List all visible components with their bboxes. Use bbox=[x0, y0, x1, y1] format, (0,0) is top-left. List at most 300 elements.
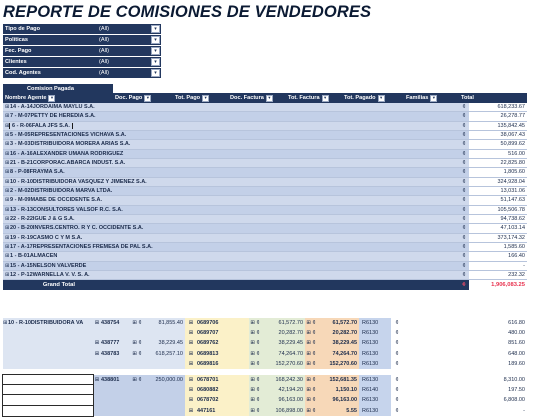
expand-plus-icon[interactable] bbox=[131, 395, 143, 405]
tot-factura: 152,270.60 bbox=[261, 359, 305, 369]
agent-name[interactable] bbox=[3, 244, 193, 250]
currency-symbol: ¢ bbox=[391, 406, 403, 416]
detail-row[interactable] bbox=[3, 395, 527, 405]
expand-plus-icon[interactable]: ⊞ ¢ bbox=[305, 395, 317, 405]
column-header-tot-factura[interactable]: Tot. Factura ▾ bbox=[286, 93, 342, 103]
detail-row[interactable] bbox=[3, 338, 527, 348]
filter-value[interactable]: (All) bbox=[99, 37, 109, 44]
report-title: REPORTE DE COMISIONES DE VENDEDORES bbox=[3, 3, 372, 21]
doc-factura[interactable]: 0689762 bbox=[197, 338, 249, 348]
expand-plus-icon[interactable] bbox=[93, 385, 101, 395]
familia[interactable]: R6130 bbox=[359, 318, 391, 328]
expand-plus-icon[interactable] bbox=[93, 328, 101, 338]
agent-name[interactable] bbox=[3, 263, 193, 269]
agent-name-text: 21 - B-21CORPORAC.ABARCA INDUST. S.A. bbox=[10, 160, 126, 167]
agent-name-text: 17 - A-17REPRESENTACIONES FREMESA DE PAL S.A. bbox=[10, 244, 153, 251]
tot-pagado: 96,163.00 bbox=[317, 395, 359, 405]
currency-symbol: ¢ bbox=[391, 359, 403, 369]
familia[interactable]: R6130 bbox=[359, 359, 391, 369]
detail-agent[interactable]: ⊞ 10 - R-10DISTRIBUIDORA VA bbox=[3, 320, 84, 327]
doc-pago[interactable]: 438801 bbox=[101, 377, 120, 384]
doc-pago[interactable] bbox=[101, 406, 131, 416]
expand-plus-icon[interactable]: ⊞ bbox=[5, 234, 10, 241]
currency-symbol: ¢ bbox=[462, 282, 466, 289]
tot-factura: 168,242.30 bbox=[261, 375, 305, 385]
currency-symbol: ¢ bbox=[462, 113, 466, 120]
agent-row[interactable] bbox=[3, 271, 527, 280]
detail-agent[interactable] bbox=[3, 328, 93, 338]
familia[interactable]: R6130 bbox=[359, 395, 391, 405]
expand-plus-icon[interactable]: ⊞ ¢ bbox=[249, 406, 261, 416]
filter-value[interactable]: (All) bbox=[99, 48, 109, 55]
agent-name[interactable] bbox=[3, 272, 193, 278]
dropdown-arrow-icon[interactable]: ▾ bbox=[151, 25, 160, 33]
detail-total: 851.60 bbox=[403, 338, 527, 348]
filter-row bbox=[3, 46, 161, 56]
expand-plus-icon[interactable] bbox=[93, 359, 101, 369]
expand-plus-icon[interactable]: ⊞ ¢ bbox=[249, 318, 261, 328]
detail-row[interactable] bbox=[3, 359, 527, 369]
tot-pago: 38,229.45 bbox=[158, 340, 183, 347]
tot-pagado: 1,150.10 bbox=[317, 385, 359, 395]
row-filler bbox=[193, 159, 459, 167]
expand-plus-icon[interactable] bbox=[131, 385, 143, 395]
expand-plus-icon[interactable]: ⊞ ¢ bbox=[249, 349, 261, 359]
agent-total: 1,585.60 bbox=[469, 243, 527, 251]
doc-pago[interactable]: 438754 bbox=[101, 320, 120, 327]
agent-row[interactable] bbox=[3, 234, 527, 243]
tot-pagado: 61,572.70 bbox=[317, 318, 359, 328]
agent-name[interactable] bbox=[3, 225, 193, 231]
agent-total: 22,825.80 bbox=[469, 159, 527, 167]
grand-total-value: 1,906,083.25 bbox=[469, 280, 527, 290]
detail-agent[interactable] bbox=[3, 385, 93, 395]
currency-symbol: ¢ bbox=[462, 141, 466, 148]
dropdown-arrow-icon[interactable]: ▾ bbox=[144, 95, 151, 102]
expand-plus-icon[interactable]: ⊞ bbox=[5, 244, 10, 251]
column-header-row bbox=[3, 93, 527, 103]
expand-plus-icon[interactable] bbox=[131, 359, 143, 369]
expand-plus-icon[interactable]: ⊞ bbox=[185, 349, 197, 359]
tot-pago: 81,855.40 bbox=[158, 320, 183, 327]
expand-plus-icon[interactable]: ⊞ bbox=[5, 160, 10, 167]
agent-name-text: 12 - P-12WARNELLA V. V. S. A. bbox=[10, 272, 90, 279]
agent-total: 105,506.78 bbox=[469, 206, 527, 214]
agent-total: - bbox=[469, 262, 527, 270]
agent-name[interactable] bbox=[3, 169, 193, 175]
filter-label: Políticas bbox=[5, 37, 29, 44]
grand-total-row bbox=[3, 280, 527, 290]
filter-label: Fec. Pago bbox=[5, 48, 32, 55]
expand-plus-icon[interactable]: ⊞ bbox=[5, 122, 10, 129]
expand-plus-icon[interactable]: ⊞ ¢ bbox=[305, 338, 317, 348]
expand-plus-icon[interactable]: ⊞ ¢ bbox=[249, 359, 261, 369]
agent-name[interactable] bbox=[3, 179, 193, 185]
doc-factura[interactable]: 0689707 bbox=[197, 328, 249, 338]
detail-total: 480.00 bbox=[403, 328, 527, 338]
expand-plus-icon[interactable]: ⊞ bbox=[185, 395, 197, 405]
detail-row[interactable] bbox=[3, 328, 527, 338]
expand-plus-icon[interactable]: ⊞ bbox=[94, 320, 100, 327]
expand-plus-icon[interactable]: ⊞ bbox=[185, 406, 197, 416]
agent-name-text: 13 - R-13CONSULTORES VALSOF R.C. S.A. bbox=[10, 206, 123, 213]
column-header-total: Total bbox=[461, 95, 474, 101]
agent-name-text: 8 - P-08FRAYMA S.A. bbox=[10, 169, 65, 176]
currency-symbol: ¢ bbox=[462, 272, 466, 279]
expand-plus-icon[interactable]: ⊞ ¢ bbox=[249, 338, 261, 348]
row-filler bbox=[193, 150, 459, 158]
dropdown-arrow-icon[interactable]: ▾ bbox=[202, 95, 209, 102]
expand-plus-icon[interactable]: ⊞ ¢ bbox=[132, 340, 142, 347]
doc-factura[interactable]: 0678702 bbox=[197, 395, 249, 405]
expand-plus-icon[interactable]: ⊞ bbox=[185, 385, 197, 395]
agent-name[interactable] bbox=[3, 216, 193, 222]
expand-plus-icon[interactable]: ⊞ bbox=[185, 338, 197, 348]
doc-pago[interactable] bbox=[101, 328, 131, 338]
expand-plus-icon[interactable]: ⊞ bbox=[94, 340, 100, 347]
filter-value[interactable]: (All) bbox=[99, 59, 109, 66]
tot-pagado: 152,270.60 bbox=[317, 359, 359, 369]
agent-name-text: 3 - M-03DISTRIBUIDORA MORERA ARIAS S.A. bbox=[10, 141, 131, 148]
currency-symbol: ¢ bbox=[391, 328, 403, 338]
detail-agent[interactable] bbox=[3, 349, 93, 359]
currency-symbol: ¢ bbox=[391, 349, 403, 359]
agent-name-text: 1 - B-01ALMACEN bbox=[10, 253, 58, 260]
row-filler bbox=[193, 262, 459, 270]
expand-plus-icon[interactable]: ⊞ bbox=[5, 132, 10, 139]
currency-symbol: ¢ bbox=[462, 225, 466, 232]
agent-row[interactable] bbox=[3, 243, 527, 252]
expand-plus-icon[interactable]: ⊞ ¢ bbox=[249, 385, 261, 395]
column-header-familias[interactable]: Familias ▾ bbox=[404, 93, 459, 103]
agent-total: 324,928.04 bbox=[469, 178, 527, 186]
agent-row[interactable] bbox=[3, 140, 527, 149]
currency-symbol: ¢ bbox=[391, 338, 403, 348]
expand-plus-icon[interactable] bbox=[93, 395, 101, 405]
agent-name-text: 9 - M-09MABE DE OCCIDENTE S.A. bbox=[10, 197, 102, 204]
expand-plus-icon[interactable]: ⊞ ¢ bbox=[132, 320, 142, 327]
agent-row[interactable] bbox=[3, 187, 527, 196]
agent-name[interactable] bbox=[3, 207, 193, 213]
agent-row[interactable] bbox=[3, 159, 527, 168]
dropdown-arrow-icon[interactable]: ▾ bbox=[378, 95, 385, 102]
detail-agent[interactable] bbox=[3, 338, 93, 348]
doc-pago[interactable]: 438783 bbox=[101, 350, 120, 357]
tot-pago bbox=[143, 406, 185, 416]
expand-plus-icon[interactable]: ⊞ bbox=[5, 113, 10, 120]
expand-plus-icon[interactable]: ⊞ bbox=[5, 253, 10, 260]
agent-row[interactable] bbox=[3, 215, 527, 224]
detail-agent[interactable] bbox=[3, 359, 93, 369]
doc-pago[interactable] bbox=[101, 385, 131, 395]
agent-name-text: 22 - R-22IGUE J & G S.A. bbox=[10, 216, 75, 223]
agent-total: 166.40 bbox=[469, 252, 527, 260]
familia[interactable]: R6130 bbox=[359, 328, 391, 338]
dropdown-arrow-icon[interactable]: ▾ bbox=[48, 95, 55, 102]
agent-name-text: 14 - A-14JORDAIMA MAYLU S.A. bbox=[10, 104, 95, 111]
row-filler bbox=[193, 103, 459, 111]
expand-plus-icon[interactable]: ⊞ ¢ bbox=[132, 377, 142, 384]
tot-pago: 250,000.00 bbox=[155, 377, 183, 384]
dropdown-arrow-icon[interactable]: ▾ bbox=[266, 95, 273, 102]
expand-plus-icon[interactable]: ⊞ ¢ bbox=[249, 395, 261, 405]
tot-factura: 42,194.20 bbox=[261, 385, 305, 395]
currency-symbol: ¢ bbox=[462, 206, 466, 213]
familia[interactable]: R6140 bbox=[359, 385, 391, 395]
column-header-doc-pago[interactable]: Doc. Pago ▾ bbox=[113, 93, 173, 103]
currency-symbol: ¢ bbox=[462, 132, 466, 139]
expand-plus-icon[interactable]: ⊞ bbox=[5, 206, 10, 213]
doc-factura[interactable]: 0689706 bbox=[197, 318, 249, 328]
agent-row[interactable] bbox=[3, 103, 527, 112]
agent-name-text: 15 - A-15NELSON VALVERDE bbox=[10, 262, 87, 269]
expand-plus-icon[interactable] bbox=[131, 406, 143, 416]
row-filler bbox=[193, 252, 459, 260]
currency-symbol: ¢ bbox=[462, 253, 466, 260]
doc-factura[interactable]: 0689813 bbox=[197, 349, 249, 359]
filter-label: Cod. Agentes bbox=[5, 70, 41, 77]
currency-symbol: ¢ bbox=[391, 375, 403, 385]
dropdown-arrow-icon[interactable]: ▾ bbox=[151, 47, 160, 55]
row-filler bbox=[193, 140, 459, 148]
expand-plus-icon[interactable]: ⊞ ¢ bbox=[305, 328, 317, 338]
detail-row[interactable] bbox=[3, 385, 527, 395]
agent-row[interactable] bbox=[3, 112, 527, 121]
tot-factura: 74,264.70 bbox=[261, 349, 305, 359]
tot-factura: 96,163.00 bbox=[261, 395, 305, 405]
tot-pago bbox=[143, 395, 185, 405]
familia[interactable]: R6130 bbox=[359, 338, 391, 348]
currency-symbol: ¢ bbox=[462, 188, 466, 195]
column-header-doc-factura[interactable]: Doc. Factura ▾ bbox=[228, 93, 286, 103]
currency-symbol: ¢ bbox=[462, 197, 466, 204]
expand-plus-icon[interactable]: ⊞ bbox=[5, 262, 10, 269]
tot-factura: 106,898.00 bbox=[261, 406, 305, 416]
detail-total: 197.50 bbox=[403, 385, 527, 395]
row-filler bbox=[193, 122, 459, 130]
agent-name[interactable] bbox=[3, 188, 193, 194]
agent-name[interactable] bbox=[3, 104, 193, 110]
agent-total: 373,174.32 bbox=[469, 234, 527, 242]
tot-pagado: 20,282.70 bbox=[317, 328, 359, 338]
expand-plus-icon[interactable]: ⊞ ¢ bbox=[305, 375, 317, 385]
row-filler bbox=[193, 215, 459, 223]
agent-total: 94,738.62 bbox=[469, 215, 527, 223]
detail-table bbox=[3, 318, 527, 416]
doc-pago[interactable] bbox=[101, 395, 131, 405]
expand-plus-icon[interactable]: ⊞ ¢ bbox=[305, 318, 317, 328]
agent-total: 618,233.67 bbox=[469, 103, 527, 111]
tot-factura: 61,572.70 bbox=[261, 318, 305, 328]
expand-plus-icon[interactable]: ⊞ bbox=[5, 141, 10, 148]
agent-name[interactable] bbox=[3, 151, 193, 157]
expand-plus-icon[interactable]: ⊞ ¢ bbox=[249, 375, 261, 385]
dropdown-arrow-icon[interactable]: ▾ bbox=[151, 69, 160, 77]
agent-total: 516.00 bbox=[469, 150, 527, 158]
agent-total: 232.32 bbox=[469, 271, 527, 279]
expand-plus-icon[interactable]: ⊞ bbox=[5, 150, 10, 157]
detail-row[interactable] bbox=[3, 318, 527, 328]
expand-plus-icon[interactable]: ⊞ bbox=[3, 320, 8, 327]
tot-factura: 20,282.70 bbox=[261, 328, 305, 338]
filter-label: Clientes bbox=[5, 59, 27, 66]
agent-name-text: 19 - R-19CASMO C Y M S.A. bbox=[10, 234, 83, 241]
filter-row bbox=[3, 35, 161, 45]
agent-row[interactable] bbox=[3, 168, 527, 177]
detail-total: 189.60 bbox=[403, 359, 527, 369]
expand-plus-icon[interactable]: ⊞ bbox=[5, 188, 10, 195]
agent-name-text: 16 - A-16ALEXANDER UMAÑA RODRIGUEZ bbox=[10, 150, 124, 157]
agent-name[interactable] bbox=[3, 197, 193, 203]
pivot-table bbox=[3, 84, 527, 290]
detail-total: - bbox=[403, 406, 527, 416]
row-filler bbox=[193, 271, 459, 279]
expand-plus-icon[interactable]: ⊞ ¢ bbox=[305, 359, 317, 369]
doc-factura[interactable]: 0689816 bbox=[197, 359, 249, 369]
doc-factura[interactable]: 447161 bbox=[197, 406, 249, 416]
agent-name[interactable] bbox=[3, 235, 193, 241]
column-header-tot-pago[interactable]: Tot. Pago ▾ bbox=[173, 93, 228, 103]
tot-pagado: 152,681.35 bbox=[317, 375, 359, 385]
expand-plus-icon[interactable]: ⊞ bbox=[185, 359, 197, 369]
dropdown-arrow-icon[interactable]: ▾ bbox=[322, 95, 329, 102]
expand-plus-icon[interactable]: ⊞ bbox=[5, 178, 10, 185]
currency-symbol: ¢ bbox=[462, 122, 466, 129]
tot-factura: 38,229.45 bbox=[261, 338, 305, 348]
tot-pagado: 74,264.70 bbox=[317, 349, 359, 359]
column-header-nombre-agente[interactable]: Nombre Agente ▾ bbox=[3, 93, 113, 103]
agent-name-text: 7 - M-07PETTY DE HEREDIA S.A. bbox=[10, 113, 96, 120]
expand-plus-icon[interactable]: ⊞ ¢ bbox=[305, 406, 317, 416]
doc-factura[interactable]: 0678701 bbox=[197, 375, 249, 385]
row-filler bbox=[193, 224, 459, 232]
detail-row[interactable] bbox=[3, 349, 527, 359]
doc-pago[interactable] bbox=[101, 359, 131, 369]
currency-symbol: ¢ bbox=[462, 160, 466, 167]
agent-name-text: 10 - R-10DISTRIBUIDORA VASQUEZ Y JIMENEZ S.A. bbox=[10, 178, 147, 185]
row-filler bbox=[193, 187, 459, 195]
agent-name[interactable] bbox=[3, 113, 193, 119]
detail-total: 648.00 bbox=[403, 349, 527, 359]
column-header-tot-pagado[interactable]: Tot. Pagado ▾ bbox=[342, 93, 404, 103]
expand-plus-icon[interactable]: ⊞ ¢ bbox=[305, 349, 317, 359]
detail-row[interactable] bbox=[3, 406, 527, 416]
agent-name-text: 6 - R-06FALA JFS S.A. bbox=[12, 122, 70, 129]
currency-symbol: ¢ bbox=[391, 318, 403, 328]
agent-name-text: 5 - M-05REPRESENTACIONES VICHAVA S.A. bbox=[10, 132, 127, 139]
agent-row[interactable] bbox=[3, 206, 527, 215]
dropdown-arrow-icon[interactable]: ▾ bbox=[151, 58, 160, 66]
expand-plus-icon[interactable]: ⊞ bbox=[185, 375, 197, 385]
tot-pago bbox=[143, 328, 185, 338]
tot-pago bbox=[143, 385, 185, 395]
expand-plus-icon[interactable] bbox=[131, 328, 143, 338]
agent-row[interactable] bbox=[3, 178, 527, 187]
detail-total: 6,808.00 bbox=[403, 395, 527, 405]
row-filler bbox=[193, 243, 459, 251]
agent-row[interactable] bbox=[3, 252, 527, 261]
agent-total: 38,067.43 bbox=[469, 131, 527, 139]
row-filler bbox=[193, 131, 459, 139]
expand-plus-icon[interactable]: ⊞ bbox=[5, 197, 10, 204]
detail-agent[interactable] bbox=[3, 395, 93, 405]
agent-name[interactable] bbox=[3, 160, 193, 166]
familia[interactable]: R6130 bbox=[359, 375, 391, 385]
currency-symbol: ¢ bbox=[391, 395, 403, 405]
currency-symbol: ¢ bbox=[462, 150, 466, 157]
agent-row[interactable] bbox=[3, 224, 527, 233]
expand-plus-icon[interactable]: ⊞ bbox=[5, 225, 10, 232]
dropdown-arrow-icon[interactable]: ▾ bbox=[430, 95, 437, 102]
currency-symbol: ¢ bbox=[462, 169, 466, 176]
agent-name-text: 2 - M-02DISTRIBUIDORA MARVA LTDA. bbox=[10, 188, 113, 195]
doc-factura[interactable]: 0680882 bbox=[197, 385, 249, 395]
dropdown-arrow-icon[interactable]: ▾ bbox=[151, 36, 160, 44]
expand-plus-icon[interactable]: ⊞ bbox=[5, 216, 10, 223]
filter-row bbox=[3, 24, 161, 34]
agent-row[interactable] bbox=[3, 196, 527, 205]
detail-agent[interactable] bbox=[3, 406, 93, 416]
expand-plus-icon[interactable]: ⊞ ¢ bbox=[249, 328, 261, 338]
row-filler bbox=[193, 196, 459, 204]
detail-total: 8,310.00 bbox=[403, 375, 527, 385]
expand-plus-icon[interactable]: ⊞ bbox=[5, 272, 10, 279]
agent-rows bbox=[3, 103, 527, 280]
currency-symbol: ¢ bbox=[462, 178, 466, 185]
expand-plus-icon[interactable]: ⊞ ¢ bbox=[305, 385, 317, 395]
familia[interactable]: R6130 bbox=[359, 349, 391, 359]
currency-symbol: ¢ bbox=[462, 216, 466, 223]
expand-plus-icon[interactable]: ⊞ ¢ bbox=[132, 350, 142, 357]
expand-plus-icon[interactable]: ⊞ bbox=[5, 169, 10, 176]
expand-plus-icon[interactable]: ⊞ bbox=[185, 328, 197, 338]
agent-name[interactable] bbox=[3, 123, 193, 129]
filter-row bbox=[3, 68, 161, 78]
agent-name[interactable] bbox=[3, 141, 193, 147]
expand-plus-icon[interactable]: ⊞ bbox=[94, 377, 100, 384]
agent-row[interactable] bbox=[3, 122, 527, 131]
filter-value[interactable]: (All) bbox=[99, 26, 109, 33]
familia[interactable]: R6130 bbox=[359, 406, 391, 416]
agent-name[interactable] bbox=[3, 253, 193, 259]
doc-pago[interactable]: 438777 bbox=[101, 340, 120, 347]
filter-panel bbox=[3, 24, 161, 79]
agent-row[interactable] bbox=[3, 150, 527, 159]
currency-symbol: ¢ bbox=[462, 234, 466, 241]
agent-name[interactable] bbox=[3, 132, 193, 138]
agent-row[interactable] bbox=[3, 131, 527, 140]
detail-row[interactable] bbox=[3, 375, 527, 385]
row-filler bbox=[193, 234, 459, 242]
detail-agent[interactable] bbox=[3, 375, 93, 385]
expand-plus-icon[interactable]: ⊞ bbox=[94, 350, 100, 357]
agent-total: 135,842.45 bbox=[469, 122, 527, 130]
expand-plus-icon[interactable]: ⊞ bbox=[5, 104, 10, 111]
filter-value[interactable]: (All) bbox=[99, 70, 109, 77]
agent-total: 51,147.63 bbox=[469, 196, 527, 204]
row-filler bbox=[193, 112, 459, 120]
currency-symbol: ¢ bbox=[462, 244, 466, 251]
tot-pagado: 5.55 bbox=[317, 406, 359, 416]
row-filler bbox=[193, 168, 459, 176]
expand-plus-icon[interactable] bbox=[93, 406, 101, 416]
grand-total-label: Grand Total bbox=[42, 282, 75, 289]
agent-total: 47,103.14 bbox=[469, 224, 527, 232]
agent-total: 26,278.77 bbox=[469, 112, 527, 120]
expand-plus-icon[interactable]: ⊞ bbox=[185, 318, 197, 328]
currency-symbol: ¢ bbox=[391, 385, 403, 395]
agent-row[interactable] bbox=[3, 262, 527, 271]
